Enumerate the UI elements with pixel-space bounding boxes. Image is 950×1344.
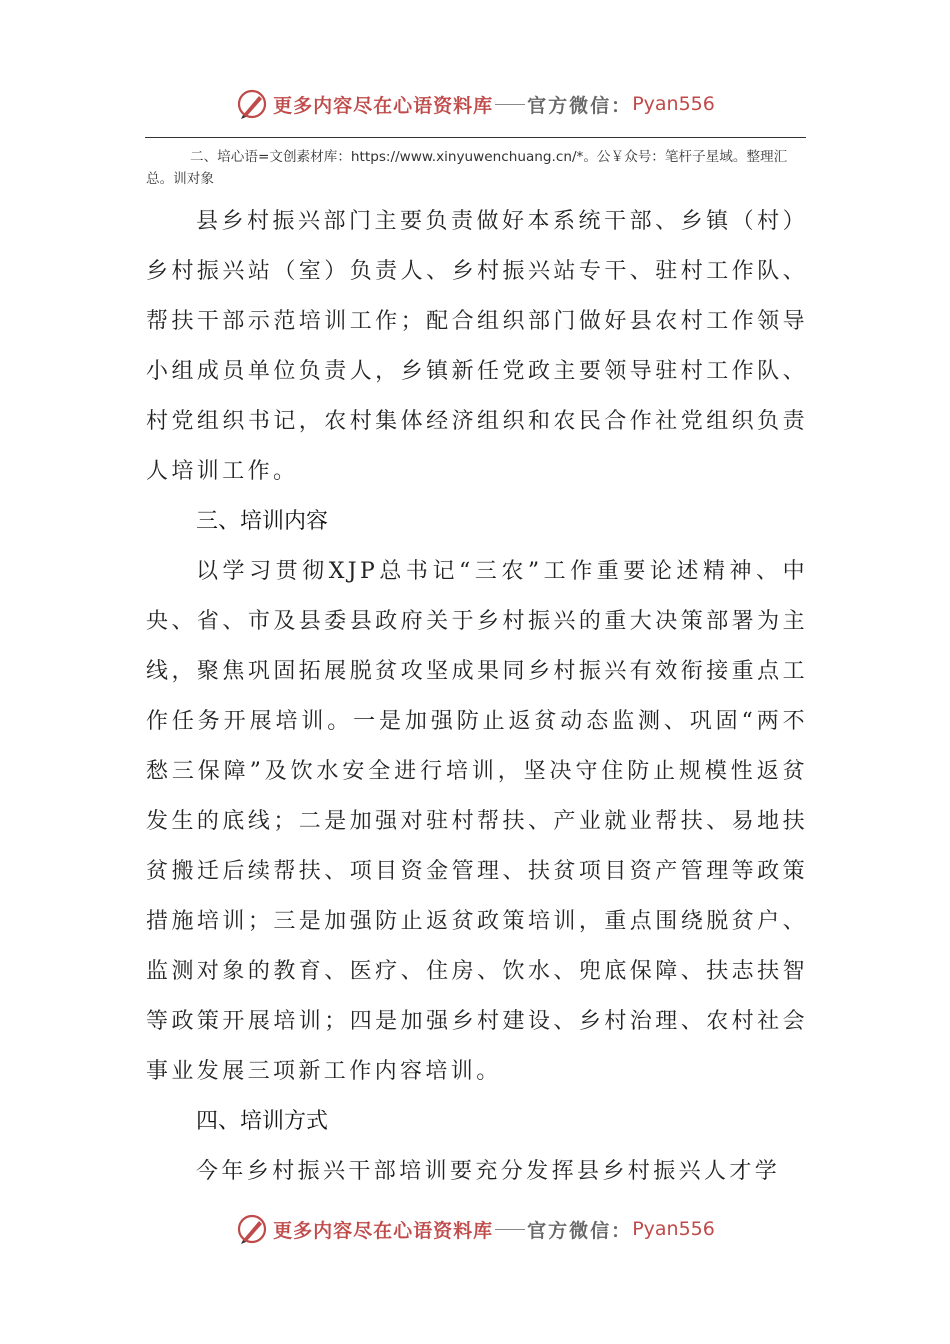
footer-banner: [0, 1209, 950, 1249]
footer-dash: [495, 1229, 525, 1230]
document-body: [146, 197, 808, 1197]
footer-wechat-id: Pyan556: [632, 1218, 715, 1240]
header-banner: [0, 84, 950, 124]
paragraph-training-targets: 县乡村振兴部门主要负责做好本系统干部、乡镇（村）乡村振兴站（室）负责人、乡村振兴站专干、驻村工作队、帮扶干部示范培训工作；配合组织部门做好县农村工作领导小组成员单位负责人，乡镇新任党政主要领导驻村工作队、村党组织书记，农村集体经济组织和农民合作社党组织负责人培训工作。: [146, 209, 808, 484]
header-wechat-id: Pyan556: [632, 93, 715, 115]
paragraph-training-method: 今年乡村振兴干部培训要充分发挥县乡村振兴人才学: [196, 1159, 781, 1184]
footer-slogan: 更多内容尽在心语资料库: [273, 1219, 494, 1242]
heading-training-content: 三、培训内容: [196, 509, 329, 534]
heading-training-method: 四、培训方式: [196, 1109, 329, 1134]
footer-wechat-label: 官方微信：: [527, 1219, 633, 1242]
header-slogan: 更多内容尽在心语资料库: [273, 94, 494, 117]
header-wechat-label: 官方微信：: [527, 94, 633, 117]
pen-logo-icon: [235, 1212, 269, 1246]
paragraph-training-content: 以学习贯彻XJP总书记“三农”工作重要论述精神、中央、省、市及县委县政府关于乡村振兴的重大决策部署为主线，聚焦巩固拓展脱贫攻坚成果同乡村振兴有效衔接重点工作任务开展培训。一是加强防止返贫动态监测、巩固“两不愁三保障”及饮水安全进行培训，坚决守住防止规模性返贫发生的底线；二是加强对驻村帮扶、产业就业帮扶、易地扶贫搬迁后续帮扶、项目资金管理、扶贫项目资产管理等政策措施培训；三是加强防止返贫政策培训，重点围绕脱贫户、监测对象的教育、医疗、住房、饮水、兜底保障、扶志扶智等政策开展培训；四是加强乡村建设、乡村治理、农村社会事业发展三项新工作内容培训。: [146, 559, 808, 1084]
header-divider: [145, 137, 806, 138]
source-note: 二、培心语=文创素材库：https://www.xinyuwenchuang.cn/*。公￥众号：笔杆子星域。整理汇总。训对象: [146, 149, 788, 187]
pen-logo-icon: [235, 87, 269, 121]
header-dash: [495, 104, 525, 105]
